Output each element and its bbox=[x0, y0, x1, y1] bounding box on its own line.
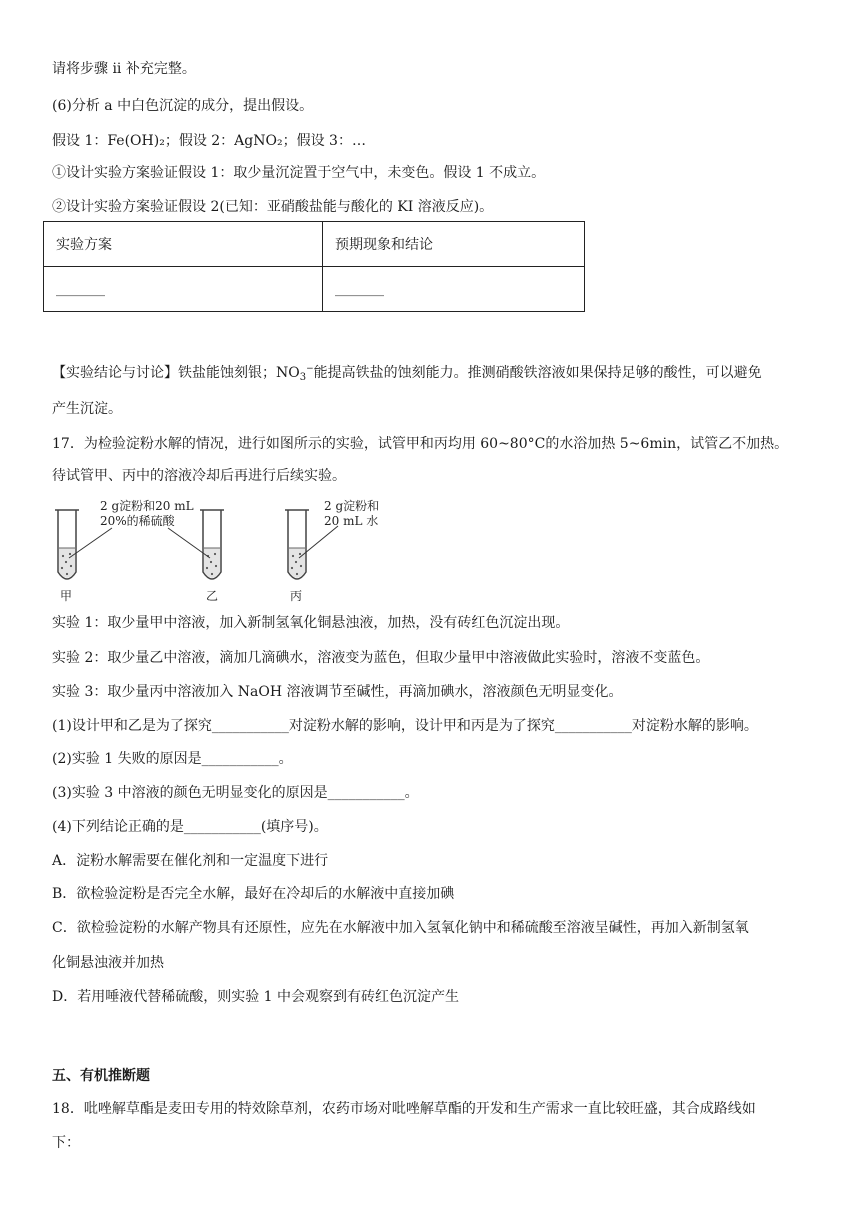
verify-hypothesis-1: ①设计实验方案验证假设 1：取少量沉淀置于空气中，未变色。假设 1 不成立。 bbox=[52, 165, 546, 181]
option-c-continued: 化铜悬浊液并加热 bbox=[52, 955, 164, 971]
option-b: B．欲检验淀粉是否完全水解，最好在冷却后的水解液中直接加碘 bbox=[52, 886, 455, 902]
question-6: (6)分析 a 中白色沉淀的成分，提出假设。 bbox=[52, 98, 314, 114]
conclusion-rest: 能提高铁盐的蚀刻能力。推测硝酸铁溶液如果保持足够的酸性，可以避免 bbox=[313, 365, 762, 381]
table-row bbox=[44, 267, 585, 312]
verify-hypothesis-2: ②设计实验方案验证假设 2(已知：亚硝酸盐能与酸化的 KI 溶液反应)。 bbox=[52, 199, 494, 215]
tube-label-bing: 丙 bbox=[290, 589, 303, 603]
test-tube-figure bbox=[50, 496, 410, 604]
reagent-label-acid-1: 2 g淀粉和20 mL bbox=[100, 499, 194, 513]
option-c: C．欲检验淀粉的水解产物具有还原性，应先在水解液中加入氢氧化钠中和稀硫酸至溶液呈碱性，再加入新制氢氧 bbox=[52, 920, 749, 936]
option-d: D．若用唾液代替稀硫酸，则实验 1 中会观察到有砖红色沉淀产生 bbox=[52, 989, 460, 1005]
sub-question-4: (4)下列结论正确的是___________(填序号)。 bbox=[52, 819, 328, 835]
question-17-intro-2: 待试管甲、丙中的溶液冷却后再进行后续实验。 bbox=[52, 468, 346, 484]
leader-line bbox=[299, 526, 338, 558]
table-row bbox=[44, 222, 585, 267]
reagent-label-acid-2: 20%的稀硫酸 bbox=[100, 514, 175, 528]
experiment-2: 实验 2：取少量乙中溶液，滴加几滴碘水，溶液变为蓝色，但取少量甲中溶液做此实验时，溶液不变蓝色。 bbox=[52, 650, 710, 666]
conclusion-line-2: 产生沉淀。 bbox=[52, 401, 122, 417]
experiment-3: 实验 3：取少量丙中溶液加入 NaOH 溶液调节至碱性，再滴加碘水，溶液颜色无明显变化。 bbox=[52, 684, 623, 700]
sub-question-3: (3)实验 3 中溶液的颜色无明显变化的原因是___________。 bbox=[52, 785, 419, 801]
test-tube-jia bbox=[55, 510, 79, 579]
table-header-plan: 实验方案 bbox=[44, 222, 323, 267]
text-line: 请将步骤 ii 补充完整。 bbox=[52, 61, 196, 77]
experiment-plan-table bbox=[43, 221, 585, 312]
answer-blank-result[interactable]: _______ bbox=[323, 267, 585, 312]
conclusion-prefix: 【实验结论与讨论】铁盐能蚀刻银；NO bbox=[52, 365, 300, 381]
question-17-intro: 17．为检验淀粉水解的情况，进行如图所示的实验，试管甲和丙均用 60~80°C的水浴加热 5~6min，试管乙不加热。 bbox=[52, 436, 789, 452]
superscript: − bbox=[306, 364, 314, 374]
sub-question-1: (1)设计甲和乙是为了探究___________对淀粉水解的影响，设计甲和丙是为了探究___________对淀粉水解的影响。 bbox=[52, 718, 758, 734]
tube-label-yi: 乙 bbox=[206, 589, 219, 603]
test-tube-yi bbox=[200, 510, 224, 579]
hypotheses: 假设 1：Fe(OH)₂；假设 2：AgNO₂；假设 3：… bbox=[52, 133, 366, 149]
option-a: A．淀粉水解需要在催化剂和一定温度下进行 bbox=[52, 853, 329, 869]
reagent-label-water-1: 2 g淀粉和 bbox=[324, 499, 380, 513]
test-tube-bing bbox=[285, 510, 309, 579]
question-18-continued: 下： bbox=[52, 1135, 80, 1151]
experiment-1: 实验 1：取少量甲中溶液，加入新制氢氧化铜悬浊液，加热，没有砖红色沉淀出现。 bbox=[52, 615, 570, 631]
sub-question-2: (2)实验 1 失败的原因是___________。 bbox=[52, 751, 293, 767]
answer-blank-plan[interactable]: _______ bbox=[44, 267, 323, 312]
reagent-label-water-2: 20 mL 水 bbox=[324, 514, 379, 528]
question-18: 18．吡唑解草酯是麦田专用的特效除草剂，农药市场对吡唑解草酯的开发和生产需求一直比较旺盛，其合成路线如 bbox=[52, 1101, 756, 1117]
conclusion-line bbox=[52, 359, 762, 388]
table-header-result: 预期现象和结论 bbox=[323, 222, 585, 267]
tube-label-jia: 甲 bbox=[60, 589, 73, 603]
section-title: 五、有机推断题 bbox=[52, 1068, 150, 1084]
subscript: 3 bbox=[299, 372, 307, 383]
